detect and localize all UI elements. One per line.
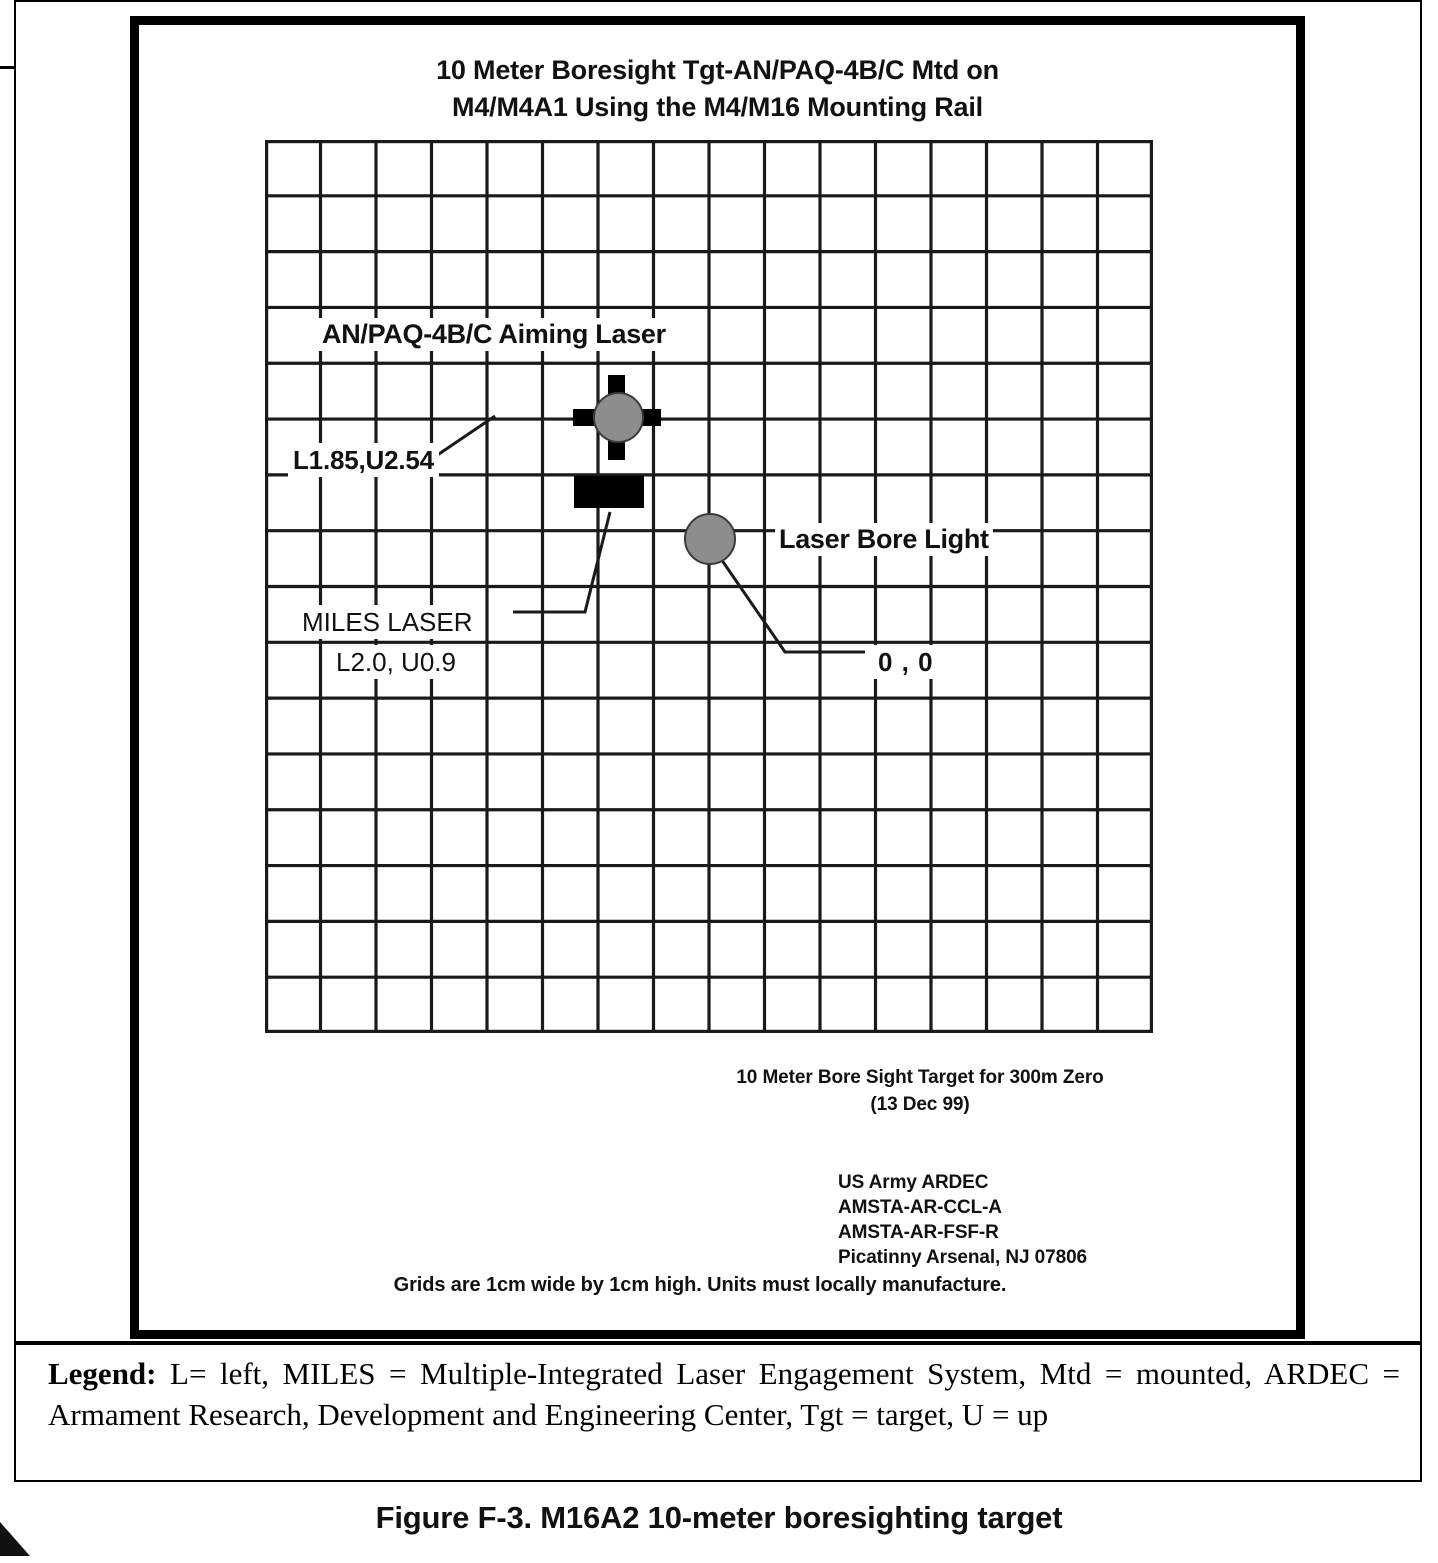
address-line-4: Picatinny Arsenal, NJ 07806 [838, 1247, 1088, 1268]
legend-label: Legend: [48, 1356, 157, 1391]
laser-bore-light-marker [684, 513, 736, 565]
miles-laser-marker [574, 476, 644, 508]
figure-title [145, 52, 1290, 126]
table-bottom-rule [14, 1480, 1422, 1482]
aiming-laser-dot [593, 392, 644, 443]
figure-title-line-2: M4/M4A1 Using the M4/M16 Mounting Rail [452, 92, 983, 122]
miles-laser-label: MILES LASER [296, 605, 479, 639]
figure-title-line-1: 10 Meter Boresight Tgt-AN/PAQ-4B/C Mtd on [436, 55, 999, 85]
aiming-laser-offset: L1.85,U2.54 [288, 443, 439, 477]
laser-bore-light-label: Laser Bore Light [775, 523, 993, 556]
bore-sight-line-1: 10 Meter Bore Sight Target for 300m Zero [736, 1067, 1104, 1088]
grid-lines [265, 140, 1153, 1033]
legend-body: L= left, MILES = Multiple-Integrated Laser Engagement System, Mtd = mounted, ARDEC = Armament Research, Development and Engineering Center, Tgt = target, U = up [48, 1356, 1400, 1432]
left-margin-stub [0, 66, 14, 69]
address-line-2: AMSTA-AR-CCL-A [838, 1197, 1002, 1218]
figure-caption: Figure F-3. M16A2 10-meter boresighting target [375, 1500, 1063, 1535]
grid-size-note: Grids are 1cm wide by 1cm high. Units must locally manufacture. [393, 1274, 1007, 1296]
ardec-address-block [838, 1170, 1087, 1270]
boresight-grid [265, 140, 1153, 1033]
legend-cell [14, 1341, 1422, 1480]
address-line-1: US Army ARDEC [838, 1172, 989, 1193]
bore-sight-line-2: (13 Dec 99) [870, 1094, 970, 1115]
legend-text [48, 1353, 1400, 1435]
bore-sight-target-note [640, 1064, 1200, 1118]
bore-light-origin-label: 0 , 0 [872, 645, 940, 679]
address-line-3: AMSTA-AR-FSF-R [838, 1222, 999, 1243]
miles-laser-offset: L2.0, U0.9 [330, 645, 462, 679]
aiming-laser-label: AN/PAQ-4B/C Aiming Laser [318, 318, 670, 351]
corner-arrow-icon [0, 1516, 40, 1558]
